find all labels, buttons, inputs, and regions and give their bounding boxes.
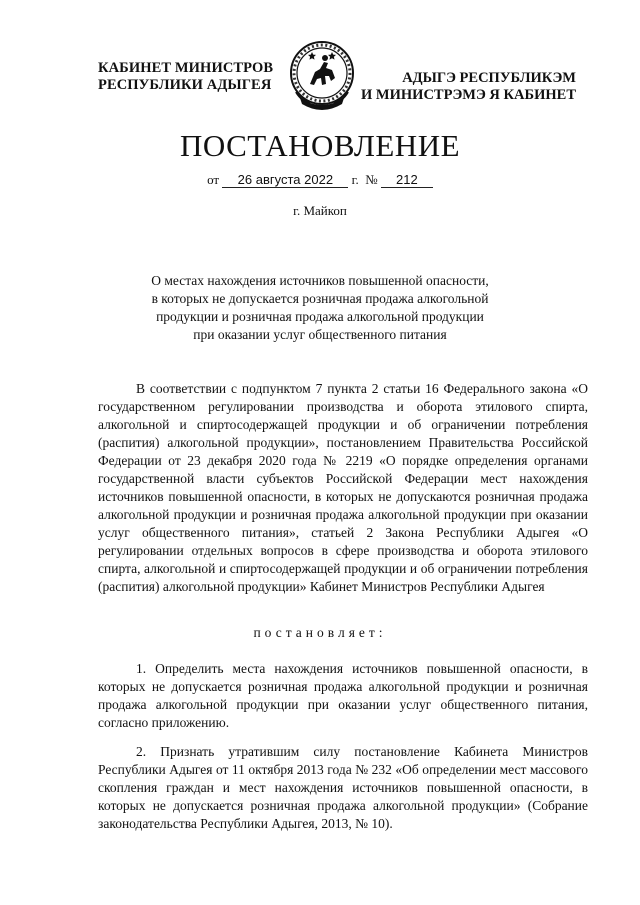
document-title: ПОСТАНОВЛЕНИЕ: [179, 128, 461, 163]
date-and-number-line: [0, 172, 640, 188]
subject-line: в которых не допускается розничная продажа алкогольной: [151, 291, 489, 306]
issuer-name-russian-line2: РЕСПУБЛИКИ АДЫГЕЯ: [98, 77, 272, 93]
document-date: 26 августа 2022: [222, 172, 348, 188]
document-number: 212: [381, 172, 433, 188]
subject-line: при оказании услуг общественного питания: [193, 327, 447, 342]
decree-keyword: постановляет:: [253, 625, 387, 640]
decree-item-1: 1. Определить места нахождения источников повышенной опасности, в которых не допускается розничная продажа алкогольной продукции и розничная продажа алкогольной продукции при оказании услуг общественного питания, согласно приложению.: [98, 661, 588, 730]
city-of-issue: г. Майкоп: [293, 203, 347, 218]
subject-line: О местах нахождения источников повышенной опасности,: [151, 273, 489, 288]
decree-item-2: 2. Признать утратившим силу постановление Кабинета Министров Республики Адыгея от 11 октября 2013 года № 232 «Об определении мест массового скопления граждан и мест нахождения источников повышенной опасности, в которых не допускается розничная продажа алкогольной продукции» (Собрание законодательства Республики Адыгея, 2013, № 10).: [98, 744, 588, 831]
preamble-paragraph: В соответствии с подпунктом 7 пункта 2 статьи 16 Федерального закона «О государственном регулировании производства и оборота этилового спирта, алкогольной и спиртосодержащей продукции и об ограничении потребления (распития) алкогольной продукции», постановлением Правительства Российской Федерации от 23 декабря 2020 года № 2219 «О порядке определения органами государственной власти субъектов Российской Федерации мест нахождения источников повышенной опасности, в которых не допускаются розничная продажа алкогольной продукции и розничная продажа алкогольной продукции при оказании услуг общественного питания», статьей 2 Закона Республики Адыгея «О регулировании отдельных вопросов в сфере производства и оборота этилового спирта, алкогольной и спиртосодержащей продукции и об ограничении потребления (распития) алкогольной продукции» Кабинет Министров Республики Адыгея: [98, 381, 588, 594]
subject-line: продукции и розничная продажа алкогольной продукции: [156, 309, 484, 324]
issuer-name-russian: [98, 60, 273, 94]
number-label: №: [365, 172, 378, 187]
year-suffix: г.: [351, 172, 359, 187]
issuer-name-adyghe: [361, 70, 576, 104]
date-prefix: от: [207, 172, 220, 187]
issuer-name-russian-line1: КАБИНЕТ МИНИСТРОВ: [98, 60, 274, 76]
coat-of-arms-icon: [282, 36, 362, 118]
document-subject: [120, 272, 520, 344]
issuer-name-adyghe-line1: АДЫГЭ РЕСПУБЛИКЭМ: [402, 70, 576, 86]
issuer-name-adyghe-line2: И МИНИСТРЭМЭ Я КАБИНЕТ: [361, 87, 576, 103]
